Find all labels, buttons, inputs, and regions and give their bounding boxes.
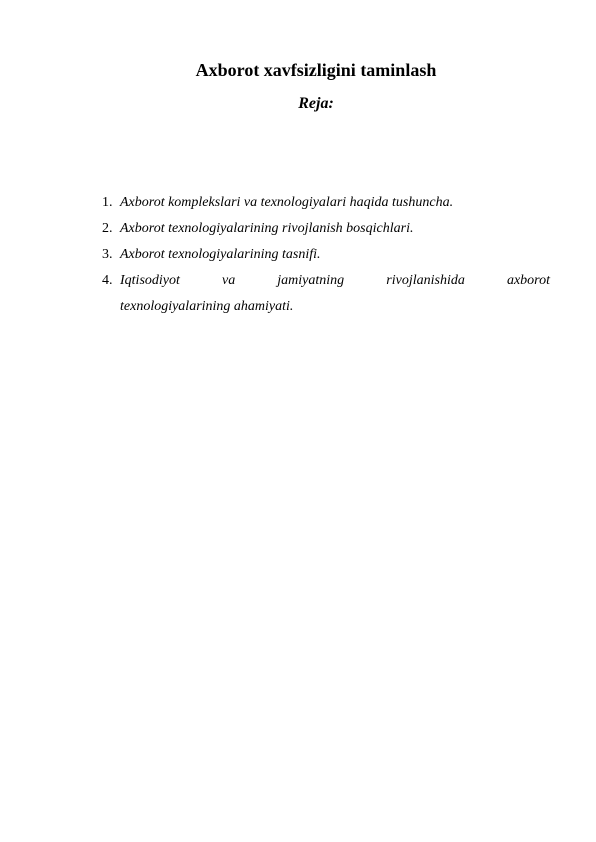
- plan-item-1: [102, 190, 550, 216]
- plan-heading: Reja:: [298, 95, 334, 112]
- plan-word: jamiyatning: [277, 273, 345, 288]
- plan-item-3: [102, 242, 550, 268]
- plan-item-number: 2.: [102, 221, 113, 236]
- document-title: Axborot xavfsizligini taminlash: [195, 60, 437, 80]
- plan-item-2: [102, 216, 550, 242]
- plan-list: [102, 190, 550, 320]
- plan-item-text: Axborot komplekslari va texnologiyalari haqida tushuncha.: [120, 195, 454, 210]
- plan-item-number: 1.: [102, 195, 113, 210]
- plan-item-text: Axborot texnologiyalarining tasnifi.: [120, 247, 321, 262]
- plan-item-text-line2: texnologiyalarining ahamiyati.: [120, 299, 294, 314]
- plan-item-number: 3.: [102, 247, 113, 262]
- plan-word: rivojlanishida: [386, 273, 465, 288]
- plan-item-number: 4.: [102, 273, 113, 288]
- plan-word: va: [221, 273, 236, 288]
- plan-item-text-line1: [120, 268, 550, 294]
- plan-item-4: [102, 268, 550, 320]
- plan-item-text: Axborot texnologiyalarining rivojlanish bosqichlari.: [120, 221, 414, 236]
- plan-word: axborot: [506, 273, 550, 288]
- plan-word: Iqtisodiyot: [120, 273, 180, 288]
